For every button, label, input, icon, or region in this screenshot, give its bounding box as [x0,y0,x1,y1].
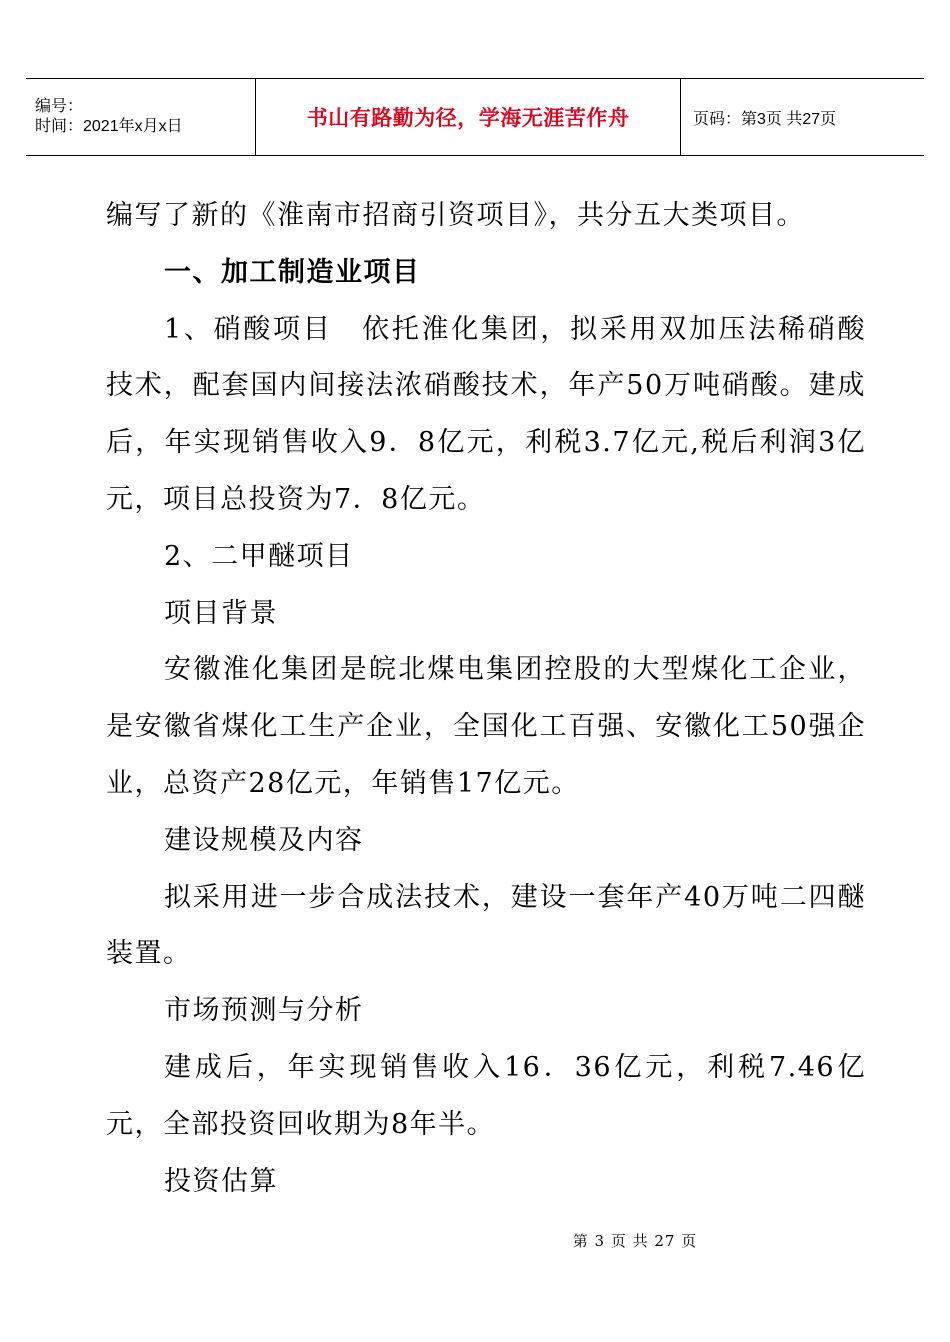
document-time-label: 时间：2021年x月x日 [35,118,183,135]
document-number-label: 编号： [35,98,84,115]
subsection-title: 2、二甲醚项目 [164,540,354,572]
paragraph: 拟采用进一步合成法技术，建设一套年产40万吨二四醚装置。 [106,881,866,970]
paragraph: 安徽淮化集团是皖北煤电集团控股的大型煤化工企业，是安徽省煤化工生产企业，全国化工百强、安徽化工50强企业，总资产28亿元，年销售17亿元。 [106,654,866,799]
document-body [106,188,866,1210]
footer-page-number: 第 3 页 共 27 页 [572,1232,698,1250]
header-page-info: 页码：第3页 共27页 [693,110,837,128]
paragraph: 1、硝酸项目 依托淮化集团，拟采用双加压法稀硝酸技术，配套国内间接法浓硝酸技术，年产50万吨硝酸。建成后，年实现销售收入9．8亿元，利税3.7亿元,税后利润3亿元，项目总投资为7．8亿元。 [106,313,866,515]
page-footer [0,1230,950,1251]
page-header [26,78,924,156]
section-heading: 一、加工制造业项目 [164,256,421,288]
subsection-title: 项目背景 [164,597,278,629]
paragraph: 编写了新的《淮南市招商引资项目》，共分五大类项目。 [106,200,805,231]
subsection-title: 建设规模及内容 [164,824,364,856]
subsection-title: 市场预测与分析 [164,995,364,1027]
header-motto: 书山有路勤为径，学海无涯苦作舟 [255,79,681,155]
subsection-title: 投资估算 [164,1165,278,1197]
paragraph: 建成后，年实现销售收入16．36亿元，利税7.46亿元，全部投资回收期为8年半。 [106,1051,866,1140]
header-meta [26,79,255,155]
